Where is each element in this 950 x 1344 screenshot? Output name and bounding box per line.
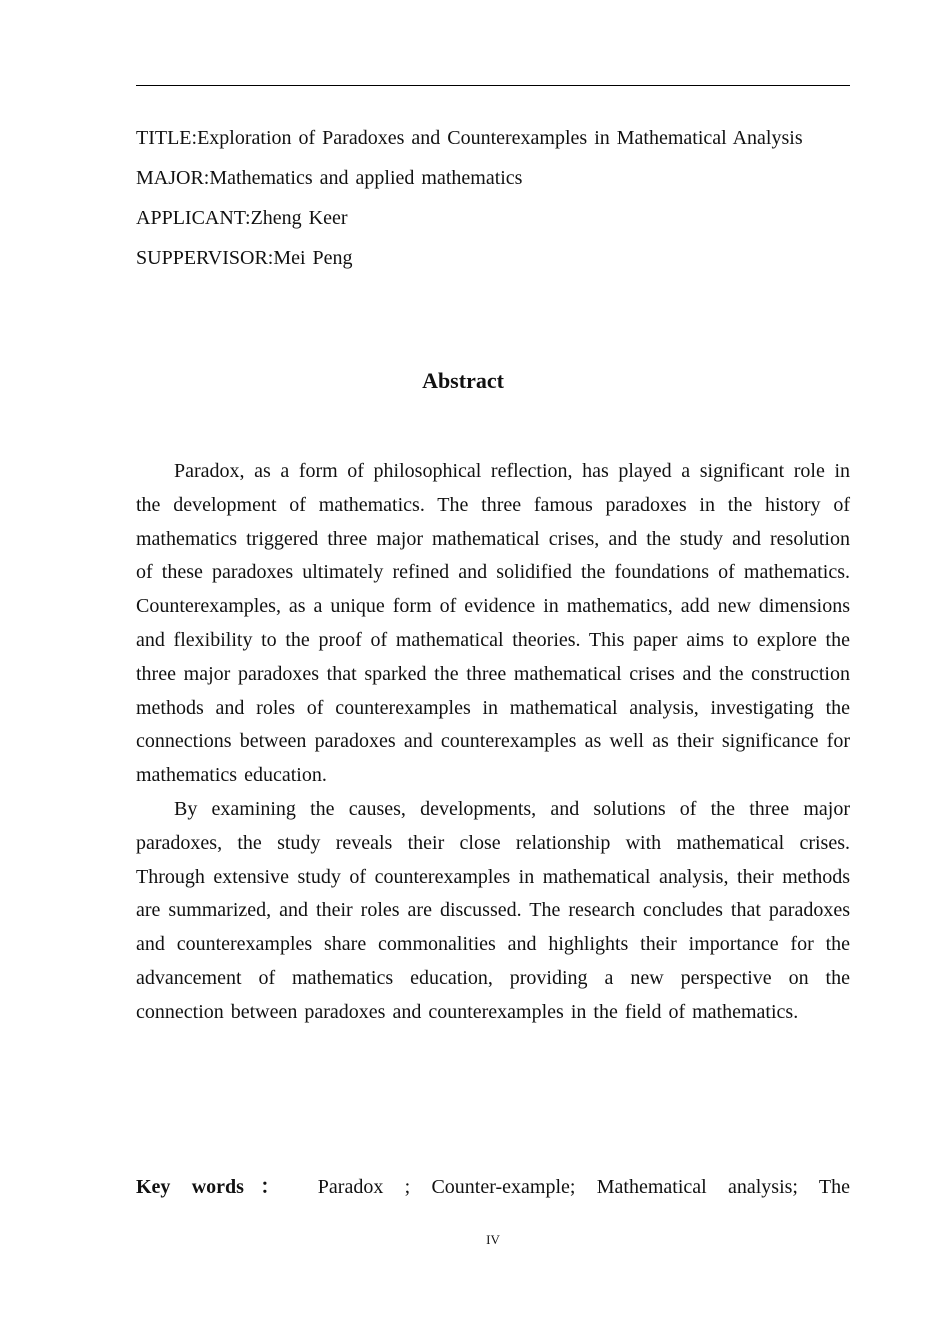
thesis-metadata bbox=[136, 118, 850, 278]
keywords-text: Paradox ; Counter-example; Mathematical analysis; The bbox=[296, 1176, 850, 1198]
thesis-major: MAJOR:Mathematics and applied mathematics bbox=[136, 167, 523, 189]
abstract-paragraph: Paradox, as a form of philosophical reflection, has played a significant role in the development of mathematics. The three famous paradoxes in the history of mathematics triggered three major mathematical crises, and the study and resolution of these paradoxes ultimately refined and solidified the foundations of mathematics. Counterexamples, as a unique form of evidence in mathematics, add new dimensions and flexibility to the proof of mathematical theories. This paper aims to explore the three major paradoxes that sparked the three mathematical crises and the construction methods and roles of counterexamples in mathematical analysis, investigating the connections between paradoxes and counterexamples as well as their significance for mathematics education. bbox=[136, 460, 850, 787]
keywords-label: Key words： bbox=[136, 1176, 297, 1198]
abstract-body bbox=[136, 455, 850, 1030]
abstract-paragraph: By examining the causes, developments, and solutions of the three major paradoxes, the study reveals their close relationship with mathematical crises. Through extensive study of counterexamples in mathematical analysis, their methods are summarized, and their roles are discussed. The research concludes that paradoxes and counterexamples share commonalities and highlights their importance for the advancement of mathematics education, providing a new perspective on the connection between paradoxes and counterexamples in the field of mathematics. bbox=[136, 797, 850, 1023]
thesis-supervisor: SUPPERVISOR:Mei Peng bbox=[136, 247, 353, 269]
page-number: IV bbox=[486, 1232, 500, 1247]
thesis-title: TITLE:Exploration of Paradoxes and Counterexamples in Mathematical Analysis bbox=[136, 127, 803, 149]
keywords-line bbox=[136, 1170, 850, 1204]
header-rule bbox=[136, 85, 850, 86]
abstract-heading: Abstract bbox=[422, 368, 504, 393]
thesis-applicant: APPLICANT:Zheng Keer bbox=[136, 207, 348, 229]
